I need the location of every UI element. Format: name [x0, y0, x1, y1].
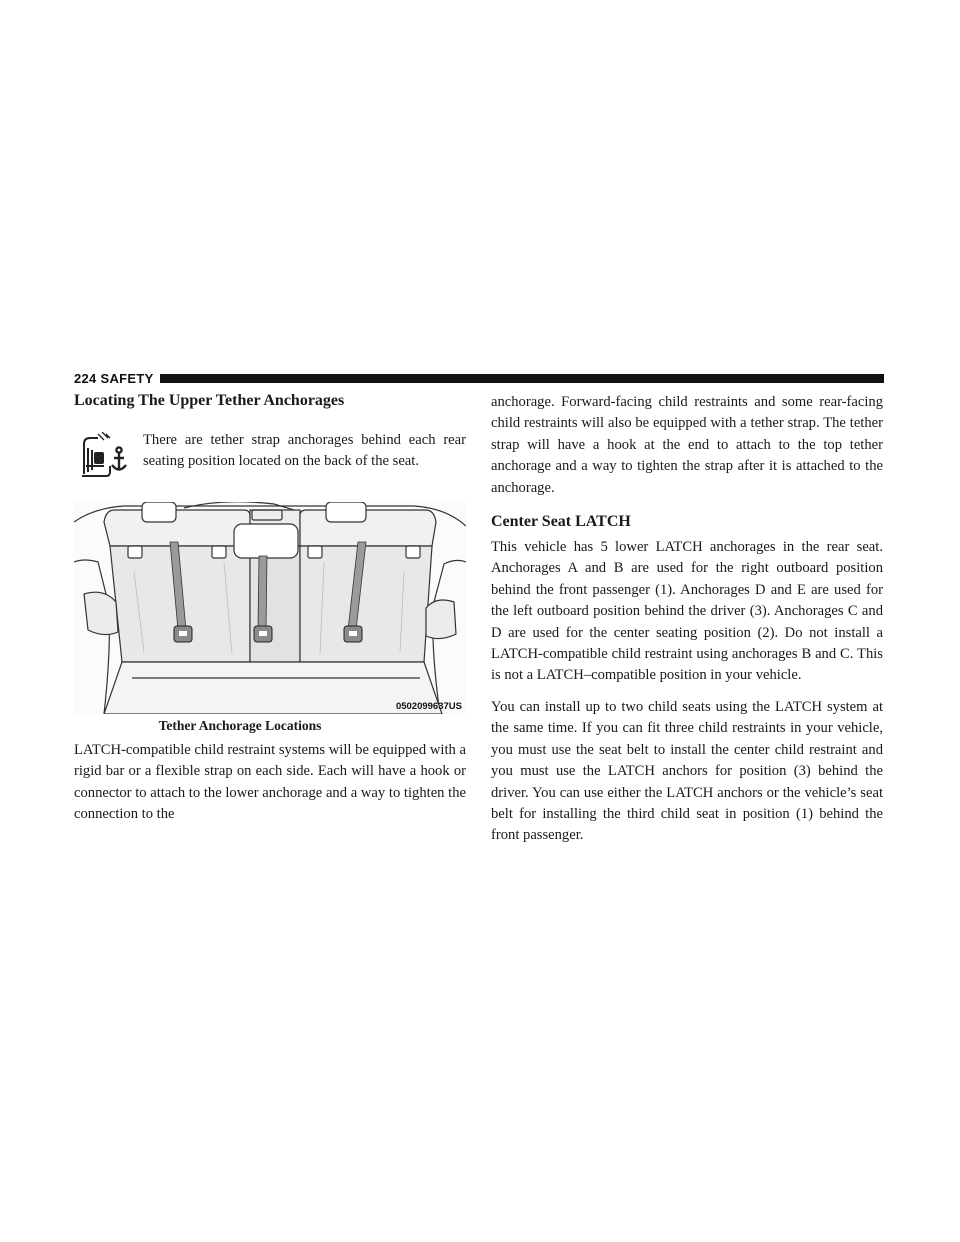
center-seat-latch-paragraph-2: You can install up to two child seats using the LATCH system at the same time. If you can fit three child restraints in your vehicle, you must use the seat belt to install the center child restraint and you must use the LATCH anchors for position (3) behind the driver. You can use either the LATCH anchors or the vehicle’s seat belt for installing the third child seat in position (1) behind the front passenger.: [491, 698, 883, 844]
figure-code: 0502099637US: [395, 701, 462, 712]
figure-caption: Tether Anchorage Locations: [158, 718, 322, 733]
right-column: [491, 392, 883, 847]
tether-icon-text: There are tether strap anchorages behind each rear seating position located on the back of the seat.: [143, 432, 466, 470]
latch-paragraph-continued: anchorage. Forward-facing child restraints and some rear-facing child restraints will also be equipped with a tether strap. The tether strap will have a hook at the end to attach to the top tether anchorage and a way to tighten the strap after it is attached to the anchorage.: [491, 394, 883, 496]
tether-anchorage-figure: [74, 502, 466, 714]
page-header: [74, 371, 884, 385]
rear-seat-illustration: [74, 502, 466, 714]
page-number-section: 224 SAFETY: [74, 370, 154, 386]
center-seat-latch-paragraph-1: This vehicle has 5 lower LATCH anchorages in the rear seat. Anchorages A and B are used for the right outboard position behind the front passenger (1). Anchorages D and E are used for the left outboard position behind the driver (3). Anchorages C and D are used for the center seating position (2). Do not install a LATCH-compatible child restraint using anchorages B and C. This is not a LATCH–compatible position in your vehicle.: [491, 539, 883, 684]
section-heading-center-seat-latch: Center Seat LATCH: [491, 513, 631, 531]
child-seat-tether-icon: [76, 432, 128, 482]
tether-icon-row: [74, 430, 466, 488]
header-rule: [160, 374, 884, 383]
section-heading-upper-tether: Locating The Upper Tether Anchorages: [74, 392, 345, 409]
left-column: [74, 392, 466, 826]
latch-paragraph: LATCH-compatible child restraint systems will be equipped with a rigid bar or a flexible strap on each side. Each will have a hook or connector to attach to the lower anchorage and a way to tighten the connection to the: [74, 742, 466, 823]
